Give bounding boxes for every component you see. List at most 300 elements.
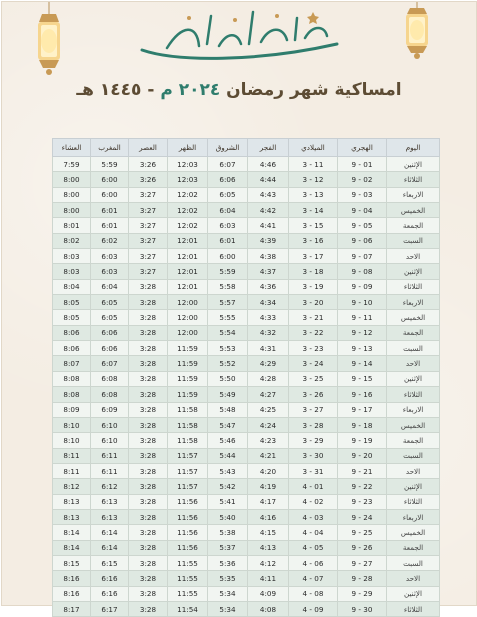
table-row bbox=[53, 279, 440, 294]
fajr-cell: 4:21 bbox=[248, 448, 289, 463]
isha-cell: 8:11 bbox=[53, 463, 91, 478]
maghrib-cell: 6:00 bbox=[91, 187, 129, 202]
header-asr: العصر bbox=[129, 139, 168, 157]
sunrise-cell: 5:58 bbox=[208, 279, 248, 294]
sunrise-cell: 5:53 bbox=[208, 341, 248, 356]
dhuhr-cell: 11:58 bbox=[168, 402, 208, 417]
maghrib-cell: 6:13 bbox=[91, 494, 129, 509]
fajr-cell: 4:32 bbox=[248, 325, 289, 340]
day-cell: الجمعة bbox=[387, 433, 440, 448]
asr-cell: 3:28 bbox=[129, 571, 168, 586]
maghrib-cell: 6:12 bbox=[91, 479, 129, 494]
hijri-date-cell: 17 - 9 bbox=[338, 402, 387, 417]
day-cell: الاربعاء bbox=[387, 187, 440, 202]
table-row bbox=[53, 203, 440, 218]
maghrib-cell: 6:00 bbox=[91, 172, 129, 187]
dhuhr-cell: 11:57 bbox=[168, 479, 208, 494]
gregorian-date-cell: 23 - 3 bbox=[289, 341, 338, 356]
fajr-cell: 4:16 bbox=[248, 509, 289, 524]
day-cell: الثلاثاء bbox=[387, 387, 440, 402]
table-row bbox=[53, 249, 440, 264]
asr-cell: 3:28 bbox=[129, 402, 168, 417]
dhuhr-cell: 11:59 bbox=[168, 371, 208, 386]
gregorian-date-cell: 07 - 4 bbox=[289, 571, 338, 586]
sunrise-cell: 6:06 bbox=[208, 172, 248, 187]
asr-cell: 3:28 bbox=[129, 479, 168, 494]
dhuhr-cell: 12:03 bbox=[168, 172, 208, 187]
maghrib-cell: 6:14 bbox=[91, 540, 129, 555]
asr-cell: 3:28 bbox=[129, 494, 168, 509]
table-row bbox=[53, 586, 440, 601]
header-hijri: الهجري bbox=[338, 139, 387, 157]
hijri-date-cell: 13 - 9 bbox=[338, 341, 387, 356]
header-sunrise: الشروق bbox=[208, 139, 248, 157]
dhuhr-cell: 11:57 bbox=[168, 463, 208, 478]
fajr-cell: 4:23 bbox=[248, 433, 289, 448]
asr-cell: 3:28 bbox=[129, 540, 168, 555]
hijri-date-cell: 07 - 9 bbox=[338, 249, 387, 264]
header-dhuhr: الظهر bbox=[168, 139, 208, 157]
hijri-date-cell: 14 - 9 bbox=[338, 356, 387, 371]
day-cell: الثلاثاء bbox=[387, 601, 440, 616]
gregorian-date-cell: 05 - 4 bbox=[289, 540, 338, 555]
dhuhr-cell: 12:02 bbox=[168, 218, 208, 233]
maghrib-cell: 6:03 bbox=[91, 249, 129, 264]
isha-cell: 8:08 bbox=[53, 371, 91, 386]
hijri-date-cell: 25 - 9 bbox=[338, 525, 387, 540]
gregorian-date-cell: 12 - 3 bbox=[289, 172, 338, 187]
hijri-date-cell: 12 - 9 bbox=[338, 325, 387, 340]
day-cell: الاحد bbox=[387, 249, 440, 264]
day-cell: الإثنين bbox=[387, 371, 440, 386]
sunrise-cell: 6:01 bbox=[208, 233, 248, 248]
table-row bbox=[53, 494, 440, 509]
day-cell: الإثنين bbox=[387, 479, 440, 494]
dhuhr-cell: 12:00 bbox=[168, 295, 208, 310]
isha-cell: 8:11 bbox=[53, 448, 91, 463]
isha-cell: 8:03 bbox=[53, 249, 91, 264]
asr-cell: 3:28 bbox=[129, 310, 168, 325]
maghrib-cell: 6:11 bbox=[91, 463, 129, 478]
gregorian-date-cell: 04 - 4 bbox=[289, 525, 338, 540]
hijri-date-cell: 23 - 9 bbox=[338, 494, 387, 509]
table-row bbox=[53, 402, 440, 417]
fajr-cell: 4:17 bbox=[248, 494, 289, 509]
dhuhr-cell: 12:02 bbox=[168, 203, 208, 218]
maghrib-cell: 6:13 bbox=[91, 509, 129, 524]
hijri-date-cell: 05 - 9 bbox=[338, 218, 387, 233]
fajr-cell: 4:44 bbox=[248, 172, 289, 187]
page-title bbox=[2, 80, 476, 100]
maghrib-cell: 6:16 bbox=[91, 571, 129, 586]
maghrib-cell: 6:04 bbox=[91, 279, 129, 294]
sunrise-cell: 5:54 bbox=[208, 325, 248, 340]
sunrise-cell: 6:03 bbox=[208, 218, 248, 233]
hijri-date-cell: 19 - 9 bbox=[338, 433, 387, 448]
hijri-date-cell: 29 - 9 bbox=[338, 586, 387, 601]
maghrib-cell: 6:05 bbox=[91, 295, 129, 310]
day-cell: الاحد bbox=[387, 463, 440, 478]
day-cell: الثلاثاء bbox=[387, 279, 440, 294]
gregorian-date-cell: 09 - 4 bbox=[289, 601, 338, 616]
hijri-date-cell: 18 - 9 bbox=[338, 417, 387, 432]
fajr-cell: 4:42 bbox=[248, 203, 289, 218]
fajr-cell: 4:33 bbox=[248, 310, 289, 325]
gregorian-date-cell: 14 - 3 bbox=[289, 203, 338, 218]
fajr-cell: 4:34 bbox=[248, 295, 289, 310]
hijri-date-cell: 24 - 9 bbox=[338, 509, 387, 524]
hijri-date-cell: 26 - 9 bbox=[338, 540, 387, 555]
maghrib-cell: 6:10 bbox=[91, 417, 129, 432]
isha-cell: 8:07 bbox=[53, 356, 91, 371]
header-maghrib: المغرب bbox=[91, 139, 129, 157]
isha-cell: 8:16 bbox=[53, 571, 91, 586]
gregorian-date-cell: 02 - 4 bbox=[289, 494, 338, 509]
title-hijri-year: ١٤٤٥ هـ bbox=[76, 80, 142, 100]
sunrise-cell: 5:43 bbox=[208, 463, 248, 478]
dhuhr-cell: 11:54 bbox=[168, 601, 208, 616]
sunrise-cell: 5:37 bbox=[208, 540, 248, 555]
hijri-date-cell: 10 - 9 bbox=[338, 295, 387, 310]
asr-cell: 3:27 bbox=[129, 233, 168, 248]
sunrise-cell: 5:48 bbox=[208, 402, 248, 417]
isha-cell: 8:14 bbox=[53, 525, 91, 540]
fajr-cell: 4:12 bbox=[248, 555, 289, 570]
dhuhr-cell: 12:01 bbox=[168, 249, 208, 264]
fajr-cell: 4:20 bbox=[248, 463, 289, 478]
hijri-date-cell: 27 - 9 bbox=[338, 555, 387, 570]
gregorian-date-cell: 15 - 3 bbox=[289, 218, 338, 233]
isha-cell: 8:00 bbox=[53, 203, 91, 218]
header-day: اليوم bbox=[387, 139, 440, 157]
table-row bbox=[53, 295, 440, 310]
table-row bbox=[53, 540, 440, 555]
header-fajr: الفجر bbox=[248, 139, 289, 157]
table-row bbox=[53, 448, 440, 463]
maghrib-cell: 6:06 bbox=[91, 341, 129, 356]
day-cell: الاربعاء bbox=[387, 509, 440, 524]
gregorian-date-cell: 25 - 3 bbox=[289, 371, 338, 386]
isha-cell: 8:04 bbox=[53, 279, 91, 294]
maghrib-cell: 6:09 bbox=[91, 402, 129, 417]
gregorian-date-cell: 08 - 4 bbox=[289, 586, 338, 601]
isha-cell: 8:12 bbox=[53, 479, 91, 494]
hijri-date-cell: 08 - 9 bbox=[338, 264, 387, 279]
day-cell: الخميس bbox=[387, 203, 440, 218]
table-row bbox=[53, 325, 440, 340]
gregorian-date-cell: 16 - 3 bbox=[289, 233, 338, 248]
gregorian-date-cell: 18 - 3 bbox=[289, 264, 338, 279]
table-row bbox=[53, 417, 440, 432]
maghrib-cell: 6:14 bbox=[91, 525, 129, 540]
asr-cell: 3:28 bbox=[129, 417, 168, 432]
dhuhr-cell: 12:03 bbox=[168, 157, 208, 172]
table-row bbox=[53, 187, 440, 202]
isha-cell: 8:14 bbox=[53, 540, 91, 555]
dhuhr-cell: 12:00 bbox=[168, 325, 208, 340]
sunrise-cell: 5:47 bbox=[208, 417, 248, 432]
maghrib-cell: 6:01 bbox=[91, 203, 129, 218]
gregorian-date-cell: 30 - 3 bbox=[289, 448, 338, 463]
hijri-date-cell: 02 - 9 bbox=[338, 172, 387, 187]
fajr-cell: 4:29 bbox=[248, 356, 289, 371]
isha-cell: 8:06 bbox=[53, 325, 91, 340]
asr-cell: 3:28 bbox=[129, 586, 168, 601]
day-cell: الجمعة bbox=[387, 540, 440, 555]
gregorian-date-cell: 11 - 3 bbox=[289, 157, 338, 172]
maghrib-cell: 6:06 bbox=[91, 325, 129, 340]
table-row bbox=[53, 433, 440, 448]
hijri-date-cell: 01 - 9 bbox=[338, 157, 387, 172]
isha-cell: 8:03 bbox=[53, 264, 91, 279]
gregorian-date-cell: 03 - 4 bbox=[289, 509, 338, 524]
asr-cell: 3:26 bbox=[129, 157, 168, 172]
isha-cell: 8:06 bbox=[53, 341, 91, 356]
fajr-cell: 4:24 bbox=[248, 417, 289, 432]
asr-cell: 3:28 bbox=[129, 601, 168, 616]
asr-cell: 3:28 bbox=[129, 295, 168, 310]
gregorian-date-cell: 06 - 4 bbox=[289, 555, 338, 570]
asr-cell: 3:28 bbox=[129, 279, 168, 294]
table-row bbox=[53, 218, 440, 233]
maghrib-cell: 6:15 bbox=[91, 555, 129, 570]
dhuhr-cell: 11:56 bbox=[168, 509, 208, 524]
asr-cell: 3:28 bbox=[129, 448, 168, 463]
sunrise-cell: 5:46 bbox=[208, 433, 248, 448]
maghrib-cell: 6:17 bbox=[91, 601, 129, 616]
day-cell: الجمعة bbox=[387, 218, 440, 233]
isha-cell: 8:09 bbox=[53, 402, 91, 417]
isha-cell: 8:13 bbox=[53, 509, 91, 524]
isha-cell: 8:10 bbox=[53, 433, 91, 448]
title-gregorian-year: ٢٠٢٤ م bbox=[160, 80, 221, 100]
sunrise-cell: 5:34 bbox=[208, 586, 248, 601]
maghrib-cell: 6:16 bbox=[91, 586, 129, 601]
day-cell: الاحد bbox=[387, 356, 440, 371]
fajr-cell: 4:28 bbox=[248, 371, 289, 386]
dhuhr-cell: 12:01 bbox=[168, 279, 208, 294]
table-header-row bbox=[53, 139, 440, 157]
fajr-cell: 4:27 bbox=[248, 387, 289, 402]
maghrib-cell: 6:05 bbox=[91, 310, 129, 325]
hijri-date-cell: 04 - 9 bbox=[338, 203, 387, 218]
day-cell: الإثنين bbox=[387, 264, 440, 279]
day-cell: السبت bbox=[387, 341, 440, 356]
hijri-date-cell: 20 - 9 bbox=[338, 448, 387, 463]
day-cell: الاربعاء bbox=[387, 402, 440, 417]
gregorian-date-cell: 27 - 3 bbox=[289, 402, 338, 417]
hijri-date-cell: 16 - 9 bbox=[338, 387, 387, 402]
table-row bbox=[53, 172, 440, 187]
imsakiya-poster bbox=[1, 1, 477, 614]
hijri-date-cell: 06 - 9 bbox=[338, 233, 387, 248]
asr-cell: 3:28 bbox=[129, 433, 168, 448]
dhuhr-cell: 11:58 bbox=[168, 433, 208, 448]
fajr-cell: 4:41 bbox=[248, 218, 289, 233]
isha-cell: 8:02 bbox=[53, 233, 91, 248]
fajr-cell: 4:13 bbox=[248, 540, 289, 555]
isha-cell: 8:17 bbox=[53, 601, 91, 616]
dhuhr-cell: 12:01 bbox=[168, 233, 208, 248]
day-cell: الاحد bbox=[387, 571, 440, 586]
fajr-cell: 4:31 bbox=[248, 341, 289, 356]
gregorian-date-cell: 01 - 4 bbox=[289, 479, 338, 494]
day-cell: الخميس bbox=[387, 525, 440, 540]
fajr-cell: 4:46 bbox=[248, 157, 289, 172]
gregorian-date-cell: 20 - 3 bbox=[289, 295, 338, 310]
day-cell: الخميس bbox=[387, 417, 440, 432]
gregorian-date-cell: 28 - 3 bbox=[289, 417, 338, 432]
dhuhr-cell: 11:56 bbox=[168, 525, 208, 540]
title-separator: - bbox=[141, 80, 161, 100]
asr-cell: 3:28 bbox=[129, 509, 168, 524]
gregorian-date-cell: 24 - 3 bbox=[289, 356, 338, 371]
day-cell: الخميس bbox=[387, 310, 440, 325]
sunrise-cell: 6:04 bbox=[208, 203, 248, 218]
header-gregorian: الميلادي bbox=[289, 139, 338, 157]
hijri-date-cell: 22 - 9 bbox=[338, 479, 387, 494]
day-cell: السبت bbox=[387, 555, 440, 570]
isha-cell: 8:00 bbox=[53, 187, 91, 202]
asr-cell: 3:27 bbox=[129, 187, 168, 202]
sunrise-cell: 6:07 bbox=[208, 157, 248, 172]
asr-cell: 3:27 bbox=[129, 264, 168, 279]
table-row bbox=[53, 525, 440, 540]
sunrise-cell: 5:38 bbox=[208, 525, 248, 540]
dhuhr-cell: 11:56 bbox=[168, 494, 208, 509]
hijri-date-cell: 28 - 9 bbox=[338, 571, 387, 586]
sunrise-cell: 5:42 bbox=[208, 479, 248, 494]
gregorian-date-cell: 26 - 3 bbox=[289, 387, 338, 402]
isha-cell: 8:08 bbox=[53, 387, 91, 402]
table-row bbox=[53, 479, 440, 494]
day-cell: السبت bbox=[387, 233, 440, 248]
asr-cell: 3:28 bbox=[129, 387, 168, 402]
sunrise-cell: 5:36 bbox=[208, 555, 248, 570]
isha-cell: 8:13 bbox=[53, 494, 91, 509]
hijri-date-cell: 11 - 9 bbox=[338, 310, 387, 325]
table-row bbox=[53, 387, 440, 402]
dhuhr-cell: 11:55 bbox=[168, 586, 208, 601]
fajr-cell: 4:15 bbox=[248, 525, 289, 540]
table-row bbox=[53, 233, 440, 248]
maghrib-cell: 6:08 bbox=[91, 371, 129, 386]
maghrib-cell: 6:01 bbox=[91, 218, 129, 233]
fajr-cell: 4:11 bbox=[248, 571, 289, 586]
imsakiya-table bbox=[52, 138, 440, 617]
dhuhr-cell: 11:57 bbox=[168, 448, 208, 463]
fajr-cell: 4:43 bbox=[248, 187, 289, 202]
day-cell: الثلاثاء bbox=[387, 172, 440, 187]
maghrib-cell: 5:59 bbox=[91, 157, 129, 172]
dhuhr-cell: 12:01 bbox=[168, 264, 208, 279]
sunrise-cell: 5:49 bbox=[208, 387, 248, 402]
sunrise-cell: 6:00 bbox=[208, 249, 248, 264]
sunrise-cell: 5:40 bbox=[208, 509, 248, 524]
maghrib-cell: 6:08 bbox=[91, 387, 129, 402]
isha-cell: 8:16 bbox=[53, 586, 91, 601]
dhuhr-cell: 11:56 bbox=[168, 540, 208, 555]
fajr-cell: 4:38 bbox=[248, 249, 289, 264]
asr-cell: 3:28 bbox=[129, 325, 168, 340]
maghrib-cell: 6:11 bbox=[91, 448, 129, 463]
gregorian-date-cell: 13 - 3 bbox=[289, 187, 338, 202]
table-row bbox=[53, 356, 440, 371]
isha-cell: 7:59 bbox=[53, 157, 91, 172]
hijri-date-cell: 21 - 9 bbox=[338, 463, 387, 478]
lantern-left-icon bbox=[32, 2, 66, 84]
table-row bbox=[53, 341, 440, 356]
sunrise-cell: 5:44 bbox=[208, 448, 248, 463]
day-cell: السبت bbox=[387, 448, 440, 463]
sunrise-cell: 5:59 bbox=[208, 264, 248, 279]
maghrib-cell: 6:10 bbox=[91, 433, 129, 448]
dhuhr-cell: 11:55 bbox=[168, 555, 208, 570]
gregorian-date-cell: 22 - 3 bbox=[289, 325, 338, 340]
asr-cell: 3:28 bbox=[129, 555, 168, 570]
day-cell: الجمعة bbox=[387, 325, 440, 340]
fajr-cell: 4:37 bbox=[248, 264, 289, 279]
hijri-date-cell: 15 - 9 bbox=[338, 371, 387, 386]
sunrise-cell: 5:41 bbox=[208, 494, 248, 509]
gregorian-date-cell: 29 - 3 bbox=[289, 433, 338, 448]
sunrise-cell: 5:35 bbox=[208, 571, 248, 586]
maghrib-cell: 6:02 bbox=[91, 233, 129, 248]
asr-cell: 3:28 bbox=[129, 341, 168, 356]
fajr-cell: 4:25 bbox=[248, 402, 289, 417]
asr-cell: 3:27 bbox=[129, 218, 168, 233]
dhuhr-cell: 12:00 bbox=[168, 310, 208, 325]
isha-cell: 8:01 bbox=[53, 218, 91, 233]
maghrib-cell: 6:03 bbox=[91, 264, 129, 279]
sunrise-cell: 5:55 bbox=[208, 310, 248, 325]
dhuhr-cell: 11:59 bbox=[168, 387, 208, 402]
asr-cell: 3:28 bbox=[129, 525, 168, 540]
table-body bbox=[53, 157, 440, 617]
asr-cell: 3:27 bbox=[129, 203, 168, 218]
day-cell: الاربعاء bbox=[387, 295, 440, 310]
dhuhr-cell: 11:58 bbox=[168, 417, 208, 432]
day-cell: الثلاثاء bbox=[387, 494, 440, 509]
fajr-cell: 4:36 bbox=[248, 279, 289, 294]
table-row bbox=[53, 571, 440, 586]
asr-cell: 3:28 bbox=[129, 463, 168, 478]
day-cell: الإثنين bbox=[387, 157, 440, 172]
day-cell: الإثنين bbox=[387, 586, 440, 601]
isha-cell: 8:15 bbox=[53, 555, 91, 570]
title-prefix: امساكية شهر رمضان bbox=[226, 80, 402, 100]
table-row bbox=[53, 555, 440, 570]
gregorian-date-cell: 31 - 3 bbox=[289, 463, 338, 478]
header-isha: العشاء bbox=[53, 139, 91, 157]
sunrise-cell: 6:05 bbox=[208, 187, 248, 202]
asr-cell: 3:26 bbox=[129, 172, 168, 187]
table-row bbox=[53, 463, 440, 478]
table-row bbox=[53, 601, 440, 616]
isha-cell: 8:10 bbox=[53, 417, 91, 432]
isha-cell: 8:05 bbox=[53, 310, 91, 325]
asr-cell: 3:28 bbox=[129, 356, 168, 371]
gregorian-date-cell: 19 - 3 bbox=[289, 279, 338, 294]
dhuhr-cell: 12:02 bbox=[168, 187, 208, 202]
hijri-date-cell: 03 - 9 bbox=[338, 187, 387, 202]
dhuhr-cell: 11:59 bbox=[168, 341, 208, 356]
gregorian-date-cell: 21 - 3 bbox=[289, 310, 338, 325]
fajr-cell: 4:19 bbox=[248, 479, 289, 494]
hijri-date-cell: 30 - 9 bbox=[338, 601, 387, 616]
table-row bbox=[53, 264, 440, 279]
asr-cell: 3:28 bbox=[129, 371, 168, 386]
